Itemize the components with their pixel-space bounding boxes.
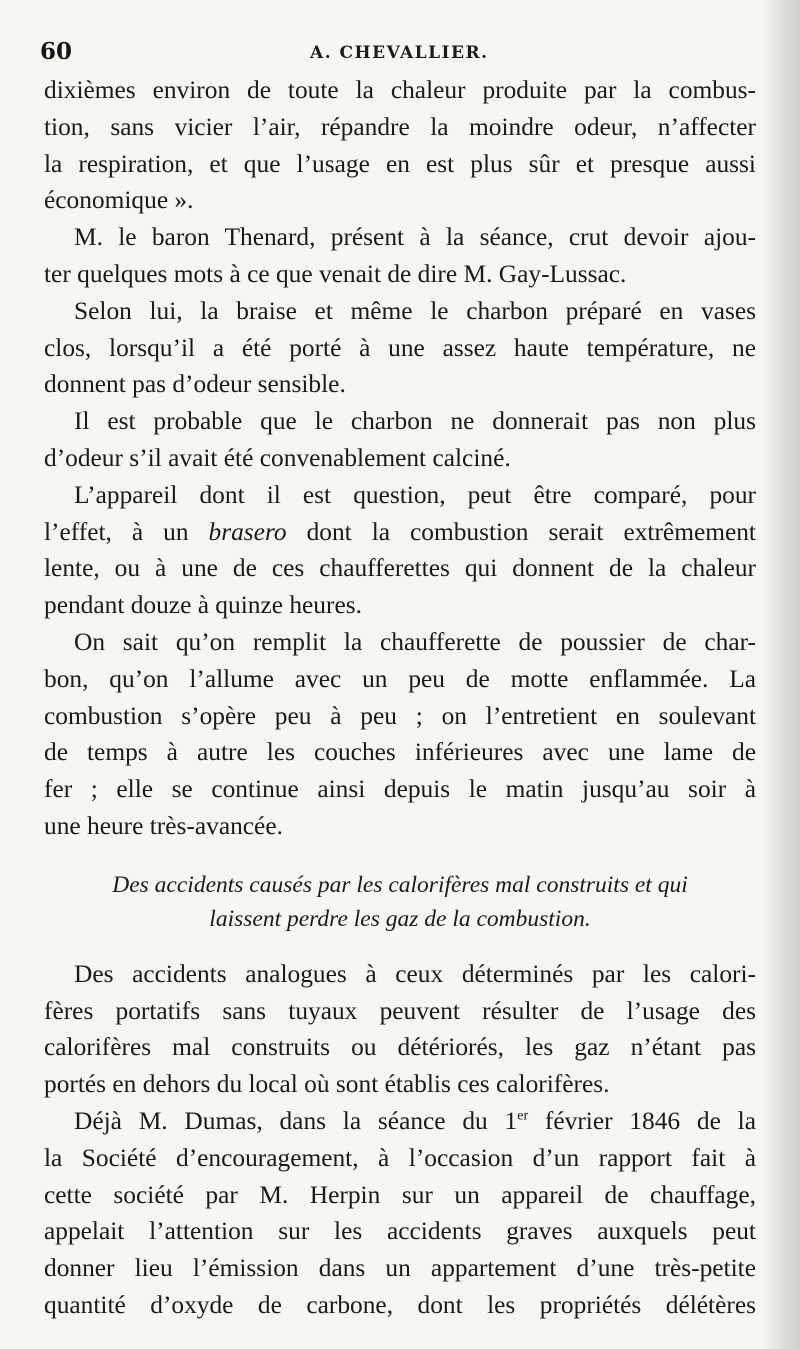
text-line: d’odeur s’il avait été convenablement calciné. <box>44 443 511 472</box>
text-line: donner lieu l’émission dans un appartement d’une très-petite <box>44 1254 756 1283</box>
section-heading-line: laissent perdre les gaz de la combustion. <box>209 905 591 932</box>
text-line: appelait l’attention sur les accidents graves auxquels peut <box>44 1217 756 1246</box>
text-line: On sait qu’on remplit la chaufferette de poussier de char- <box>74 627 756 656</box>
text-line: Des accidents analogues à ceux déterminés par les calori- <box>74 959 756 988</box>
text-line: une heure très-avancée. <box>44 811 283 840</box>
paragraph <box>44 1103 756 1324</box>
text-line: Il est probable que le charbon ne donnerait pas non plus <box>74 407 756 436</box>
italic-word: brasero <box>208 517 287 546</box>
text-line: économique ». <box>44 186 194 215</box>
paragraph <box>44 956 756 1103</box>
text-line: pendant douze à quinze heures. <box>44 591 362 620</box>
text-segment: Déjà M. Dumas, dans la séance du 1 <box>74 1106 518 1135</box>
text-line: la respiration, et que l’usage en est plus sûr et presque aussi <box>44 149 756 178</box>
text-line: fères portatifs sans tuyaux peuvent résulter de l’usage des <box>44 996 756 1025</box>
text-line: portés en dehors du local où sont établis ces calorifères. <box>44 1070 610 1099</box>
text-line <box>44 514 756 551</box>
text-line: bon, qu’on l’allume avec un peu de motte enflammée. La <box>44 664 756 693</box>
text-line: calorifères mal construits ou détériorés, les gaz n’étant pas <box>44 1033 756 1062</box>
text-segment: l’effet, à un <box>44 517 209 546</box>
text-line: de temps à autre les couches inférieures avec une lame de <box>44 738 756 767</box>
paragraph <box>44 219 756 293</box>
text-line: M. le baron Thenard, présent à la séance, crut devoir ajou- <box>74 223 756 252</box>
paragraph <box>44 403 756 477</box>
page-edge-shadow <box>762 0 800 1349</box>
text-line: ter quelques mots à ce que venait de dire M. Gay-Lussac. <box>44 259 627 288</box>
text-line: donnent pas d’odeur sensible. <box>44 370 346 399</box>
running-head: A. CHEVALLIER. <box>310 43 489 63</box>
text-line <box>44 1103 756 1140</box>
section-heading <box>44 868 756 936</box>
paragraph <box>44 72 756 219</box>
text-segment: dont la combustion serait extrêmement <box>286 517 756 546</box>
text-segment: février 1846 de la <box>528 1106 756 1135</box>
superscript: er <box>517 1108 529 1124</box>
paragraph <box>44 624 756 845</box>
text-line: Selon lui, la braise et même le charbon préparé en vases <box>74 296 756 325</box>
text-line: combustion s’opère peu à peu ; on l’entretient en soulevant <box>44 701 756 730</box>
paragraph <box>44 293 756 403</box>
text-line: dixièmes environ de toute la chaleur produite par la combus- <box>44 76 756 104</box>
text-line: lente, ou à une de ces chaufferettes qui donnent de la chaleur <box>44 554 756 583</box>
paragraph <box>44 477 756 624</box>
text-line: quantité d’oxyde de carbone, dont les propriétés délétères <box>44 1290 756 1319</box>
section-heading-line: Des accidents causés par les calorifères mal construits et qui <box>112 871 688 898</box>
body-text <box>44 72 756 1324</box>
text-line: fer ; elle se continue ainsi depuis le matin jusqu’au soir à <box>44 775 756 804</box>
text-line: tion, sans vicier l’air, répandre la moindre odeur, n’affecter <box>44 112 756 141</box>
text-line: la Société d’encouragement, à l’occasion d’un rapport fait à <box>44 1143 756 1172</box>
text-line: clos, lorsqu’il a été porté à une assez haute température, ne <box>44 333 756 362</box>
text-line: cette société par M. Herpin sur un appareil de chauffage, <box>44 1180 756 1209</box>
text-line: L’appareil dont il est question, peut être comparé, pour <box>74 480 756 509</box>
page-number: 60 <box>40 38 73 65</box>
